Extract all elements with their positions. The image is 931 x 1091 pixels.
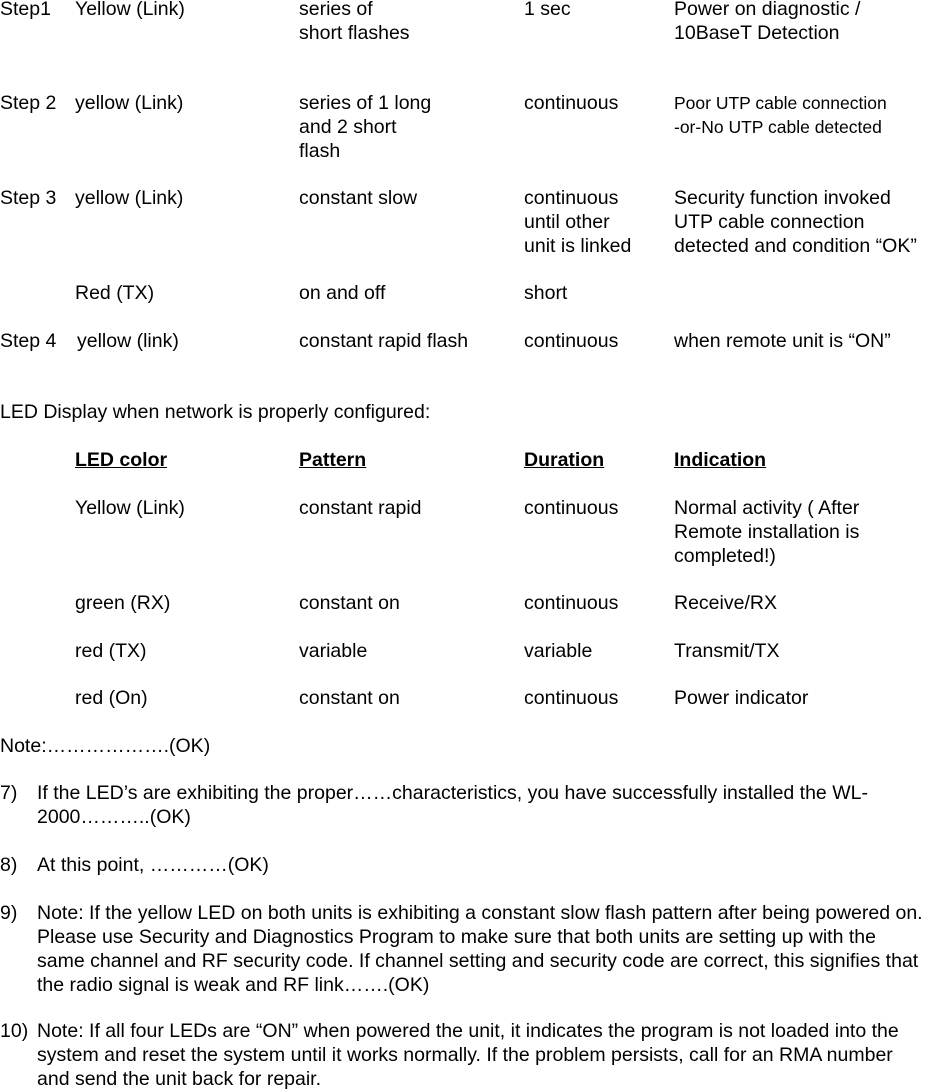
step-label: Step1 <box>0 0 51 20</box>
section-title: LED Display when network is properly configured: <box>0 401 431 423</box>
indication: when remote unit is “ON” <box>674 330 891 352</box>
led-color: green (RX) <box>75 592 171 614</box>
header-led-color: LED color <box>75 449 168 471</box>
indication: Transmit/TX <box>674 640 780 662</box>
duration: continuous <box>524 92 619 114</box>
indication: Normal activity ( After Remote installation is completed!) <box>674 497 860 567</box>
header-indication: Indication <box>674 449 767 471</box>
indication: Power on diagnostic / 10BaseT Detection <box>674 0 861 44</box>
step-label: Step 2 <box>0 92 57 114</box>
pattern: variable <box>299 640 368 662</box>
duration: variable <box>524 640 593 662</box>
indication: Security function invoked UTP cable connection detected and condition “OK” <box>674 187 917 257</box>
led-color: Yellow (Link) <box>75 0 185 20</box>
item-text: If the LED’s are exhibiting the proper……characteristics, you have successfully installed the WL-2000………..(OK) <box>37 782 868 828</box>
header-pattern: Pattern <box>299 449 367 471</box>
step-label: Step 3 <box>0 187 57 209</box>
pattern: constant rapid <box>299 497 422 519</box>
led-color: yellow (link) <box>77 330 179 352</box>
step-label: Step 4 <box>0 330 57 352</box>
item-text: Note: If the yellow LED on both units is exhibiting a constant slow flash pattern after being powered on. Please use Security and Diagnostics Program to make sure that both units are setting up with the same channel and RF security code. If channel setting and security code are correct, this signifies that the radio signal is weak and RF link…….(OK) <box>37 902 923 996</box>
pattern: constant rapid flash <box>299 330 469 352</box>
duration: continuous <box>524 687 619 709</box>
led-color: yellow (Link) <box>75 92 184 114</box>
indication: Receive/RX <box>674 592 777 614</box>
led-color: Yellow (Link) <box>75 497 185 519</box>
duration: continuous until other unit is linked <box>524 187 632 257</box>
pattern: constant on <box>299 592 400 614</box>
item-number: 8) <box>0 854 18 876</box>
pattern: series of 1 long and 2 short flash <box>299 92 432 162</box>
led-color: red (TX) <box>75 640 147 662</box>
pattern: constant slow <box>299 187 418 209</box>
item-number: 10) <box>0 1020 29 1042</box>
indication: Power indicator <box>674 687 809 709</box>
duration: 1 sec <box>524 0 571 20</box>
header-duration: Duration <box>524 449 605 471</box>
indication: Poor UTP cable connection -or-No UTP cable detected <box>674 93 887 137</box>
item-text: At this point, …………(OK) <box>37 854 269 876</box>
duration: continuous <box>524 497 619 519</box>
item-number: 9) <box>0 902 18 924</box>
led-color: red (On) <box>75 687 148 709</box>
pattern: constant on <box>299 687 400 709</box>
pattern: on and off <box>299 282 386 304</box>
item-text: Note: If all four LEDs are “ON” when powered the unit, it indicates the program is not loaded into the system and reset the system until it works normally. If the problem persists, call for an RMA number and send the unit back for repair. <box>37 1020 899 1090</box>
duration: short <box>524 282 568 304</box>
duration: continuous <box>524 592 619 614</box>
duration: continuous <box>524 330 619 352</box>
note: Note:……………….(OK) <box>0 735 211 757</box>
led-color: yellow (Link) <box>75 187 184 209</box>
pattern: series of short flashes <box>299 0 410 44</box>
item-number: 7) <box>0 782 18 804</box>
led-color: Red (TX) <box>75 282 155 304</box>
